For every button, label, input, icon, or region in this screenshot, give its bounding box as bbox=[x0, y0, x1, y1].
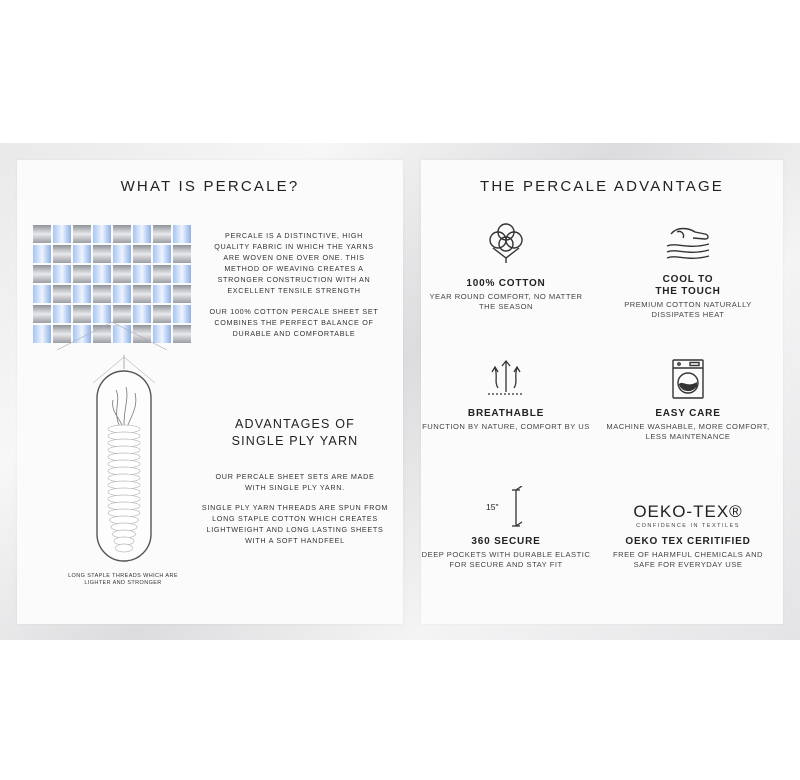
single-ply-description: OUR PERCALE SHEET SETS ARE MADE WITH SINGLE PLY YARN. bbox=[215, 472, 375, 492]
feature-cool-touch bbox=[603, 222, 773, 320]
weave-cell bbox=[53, 325, 71, 343]
weave-cell bbox=[173, 305, 191, 323]
weave-cell bbox=[133, 225, 151, 243]
weave-cell bbox=[53, 285, 71, 303]
weave-cell bbox=[173, 265, 191, 283]
single-ply-heading bbox=[205, 416, 385, 450]
weave-cell bbox=[53, 265, 71, 283]
weave-cell bbox=[153, 245, 171, 263]
weave-cell bbox=[113, 305, 131, 323]
weave-cell bbox=[93, 245, 111, 263]
feature-oeko-tex bbox=[603, 502, 773, 570]
feature-heading: 100% COTTON bbox=[466, 278, 546, 289]
feature-heading: OEKO TEX CERITIFIED bbox=[625, 536, 751, 547]
weave-cell bbox=[33, 325, 51, 343]
weave-cell bbox=[113, 265, 131, 283]
weave-cell bbox=[153, 225, 171, 243]
feature-description: FUNCTION BY NATURE, COMFORT BY US bbox=[422, 422, 590, 431]
weave-cell bbox=[53, 225, 71, 243]
panel-title: WHAT IS PERCALE? bbox=[120, 178, 300, 195]
weave-cell bbox=[93, 285, 111, 303]
weave-cell bbox=[33, 265, 51, 283]
panel-title: THE PERCALE ADVANTAGE bbox=[479, 178, 725, 195]
weave-cell bbox=[173, 225, 191, 243]
weave-cell bbox=[133, 265, 151, 283]
weave-cell bbox=[153, 325, 171, 343]
feature-360-secure bbox=[421, 486, 591, 570]
weave-cell bbox=[73, 285, 91, 303]
weave-cell bbox=[53, 245, 71, 263]
single-ply-heading-line1: ADVANTAGES OF bbox=[234, 417, 355, 431]
yarn-caption: LONG STAPLE THREADS WHICH ARE LIGHTER AND STRONGER bbox=[68, 573, 178, 586]
weave-cell bbox=[133, 285, 151, 303]
feature-description: YEAR ROUND COMFORT, NO MATTER THE SEASON bbox=[429, 292, 583, 311]
yarn-twist bbox=[116, 544, 133, 552]
weave-cell bbox=[73, 305, 91, 323]
weave-cell bbox=[93, 325, 111, 343]
feature-description: MACHINE WASHABLE, MORE COMFORT, LESS MAINTENANCE bbox=[606, 422, 770, 441]
weave-cell bbox=[113, 245, 131, 263]
weave-cell bbox=[73, 225, 91, 243]
weave-cell bbox=[33, 285, 51, 303]
what-is-percale-panel bbox=[17, 160, 403, 624]
weave-cell bbox=[113, 285, 131, 303]
feature-breathable bbox=[421, 358, 591, 432]
weave-cell bbox=[133, 305, 151, 323]
weave-cell bbox=[153, 305, 171, 323]
weave-cell bbox=[73, 245, 91, 263]
long-staple-description: SINGLE PLY YARN THREADS ARE SPUN FROM LONG STAPLE COTTON WHICH CREATES LIGHTWEIGHT AND LONG LASTING SHEETS WITH A SOFT HANDFEEL bbox=[201, 503, 389, 545]
percale-advantage-panel bbox=[421, 160, 783, 624]
feature-heading: 360 SECURE bbox=[471, 536, 541, 547]
oeko-tex-logo-subtext: CONFIDENCE IN TEXTILES bbox=[636, 523, 740, 529]
weave-cell bbox=[33, 305, 51, 323]
feature-description: DEEP POCKETS WITH DURABLE ELASTIC FOR SECURE AND STAY FIT bbox=[421, 550, 591, 569]
weave-cell bbox=[113, 225, 131, 243]
oeko-tex-logo bbox=[603, 502, 773, 530]
feature-heading: COOL TO bbox=[662, 274, 714, 285]
breathable-icon bbox=[486, 358, 526, 398]
percale-description: PERCALE IS A DISTINCTIVE, HIGH QUALITY FABRIC IN WHICH THE YARNS ARE WOVEN ONE OVER ONE. THIS METHOD OF WEAVING CREATES A STRONGER CONSTRUCTION WITH AN EXCELLENT TENSILE STRENGTH bbox=[214, 231, 374, 295]
feature-description: FREE OF HARMFUL CHEMICALS AND SAFE FOR EVERYDAY USE bbox=[612, 550, 764, 569]
washing-machine-icon bbox=[670, 358, 706, 400]
weave-cell bbox=[153, 285, 171, 303]
feature-heading-line2: THE TOUCH bbox=[655, 286, 721, 297]
mattress-depth-icon bbox=[486, 486, 526, 528]
feature-easy-care bbox=[603, 358, 773, 442]
weave-cell bbox=[53, 305, 71, 323]
cotton-icon bbox=[483, 222, 529, 264]
hand-fabric-icon bbox=[663, 222, 713, 264]
single-ply-heading-line2: SINGLE PLY YARN bbox=[231, 434, 359, 448]
weave-cell bbox=[73, 265, 91, 283]
weave-cell bbox=[93, 225, 111, 243]
feature-cotton bbox=[421, 222, 591, 312]
weave-cell bbox=[173, 325, 191, 343]
weave-cell bbox=[33, 225, 51, 243]
fabric-weave-illustration bbox=[27, 222, 197, 350]
weave-cell bbox=[173, 245, 191, 263]
weave-cell bbox=[93, 305, 111, 323]
sheet-set-description: OUR 100% COTTON PERCALE SHEET SET COMBINES THE PERFECT BALANCE OF DURABLE AND COMFORTABLE bbox=[209, 307, 379, 338]
depth-label: 15" bbox=[486, 502, 499, 512]
yarn-capsule-illustration bbox=[83, 355, 165, 570]
feature-description: PREMIUM COTTON NATURALLY DISSIPATES HEAT bbox=[624, 300, 752, 319]
oeko-tex-logo-text: OEKO-TEX® bbox=[633, 502, 743, 521]
weave-cell bbox=[153, 265, 171, 283]
feature-heading: BREATHABLE bbox=[467, 408, 545, 419]
weave-cell bbox=[113, 325, 131, 343]
weave-cell bbox=[33, 245, 51, 263]
feature-heading: EASY CARE bbox=[655, 408, 721, 419]
weave-cell bbox=[173, 285, 191, 303]
weave-cell bbox=[93, 265, 111, 283]
weave-cell bbox=[133, 245, 151, 263]
